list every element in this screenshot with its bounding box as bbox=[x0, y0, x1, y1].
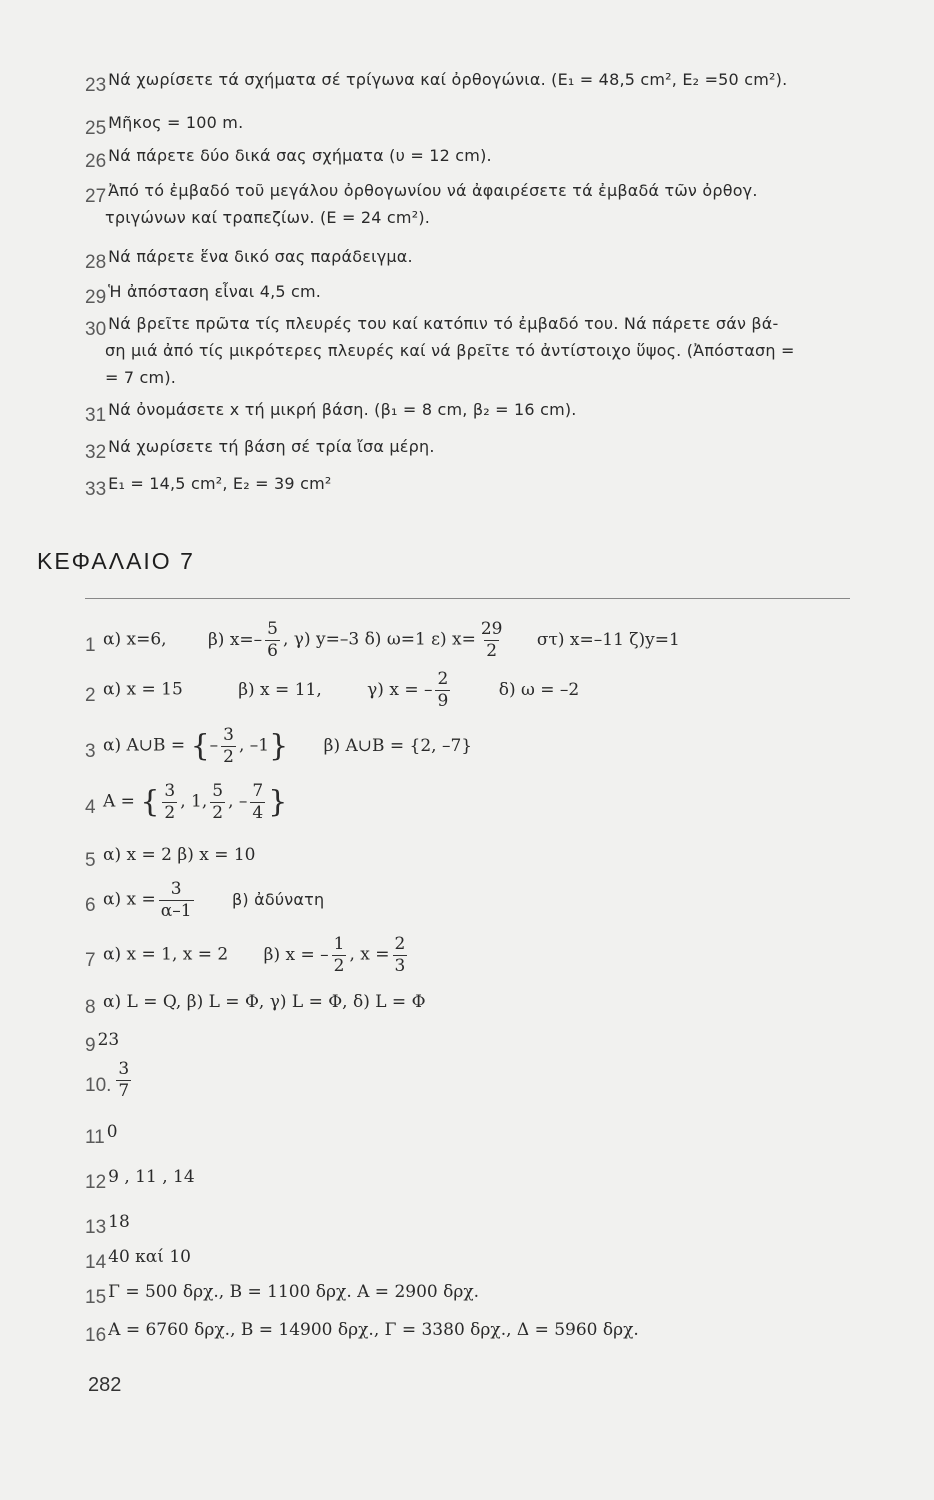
item-number: 31 bbox=[85, 405, 107, 426]
answer-5 bbox=[85, 845, 256, 872]
denominator: 2 bbox=[164, 802, 176, 823]
hint-text: Νά χωρίσετε τή βάση σέ τρία ἴσα μέρη. bbox=[108, 437, 435, 456]
answer-part: α) x = 15 bbox=[102, 679, 183, 700]
answer-15 bbox=[85, 1282, 479, 1309]
item-number: 9 bbox=[85, 1035, 96, 1056]
answer-part: α) x = 1, x = 2 bbox=[102, 944, 229, 965]
left-brace: { bbox=[190, 728, 210, 764]
numerator: 5 bbox=[267, 619, 278, 639]
item-number: 15 bbox=[85, 1287, 107, 1308]
hint-26 bbox=[85, 146, 492, 173]
answer-part: , x = bbox=[349, 944, 390, 965]
item-number: 2 bbox=[85, 684, 96, 706]
answer-part: α) x = bbox=[102, 889, 156, 910]
hint-text: ση μιά ἀπό τίς μικρότερες πλευρές καί νά βρεῖτε τό ἀντίστοιχο ὕψος. (Ἀπόσταση = bbox=[105, 341, 795, 360]
answer-3 bbox=[85, 726, 472, 766]
hint-30 bbox=[85, 314, 779, 341]
hint-25 bbox=[85, 113, 243, 140]
hint-text: Μῆκος = 100 m. bbox=[108, 113, 244, 132]
hint-23 bbox=[85, 70, 787, 97]
right-brace: } bbox=[268, 784, 288, 820]
answer-part: β) x = 11, bbox=[238, 679, 322, 700]
item-number: 32 bbox=[85, 442, 107, 463]
answer-16 bbox=[85, 1320, 639, 1347]
fraction bbox=[162, 782, 177, 822]
answer-9 bbox=[85, 1030, 119, 1057]
denominator: 2 bbox=[212, 802, 224, 823]
item-number: 7 bbox=[85, 949, 96, 971]
answer-text: α) x = 2 β) x = 10 bbox=[102, 845, 256, 865]
answer-text: α) L = Q, β) L = Φ, γ) L = Φ, δ) L = Φ bbox=[102, 992, 426, 1012]
answer-4 bbox=[85, 782, 287, 822]
answer-14 bbox=[85, 1247, 191, 1274]
numerator: 3 bbox=[170, 879, 182, 899]
fraction bbox=[393, 935, 408, 975]
fraction bbox=[116, 1060, 131, 1100]
denominator: α–1 bbox=[160, 900, 192, 921]
hint-27-cont bbox=[85, 208, 430, 228]
hint-text: = 7 cm). bbox=[105, 368, 177, 387]
item-number: 12 bbox=[85, 1172, 107, 1193]
answer-part: , –1 bbox=[239, 735, 270, 756]
hint-text: Ἡ ἀπόσταση εἶναι 4,5 cm. bbox=[108, 282, 322, 301]
hint-33 bbox=[85, 474, 331, 501]
numerator: 3 bbox=[164, 781, 176, 801]
answer-6 bbox=[85, 880, 324, 920]
hint-text: Νά πάρετε δύο δικά σας σχήματα (υ = 12 cm). bbox=[108, 146, 492, 165]
item-number: 8 bbox=[85, 997, 96, 1018]
hint-28 bbox=[85, 247, 413, 274]
numerator: 2 bbox=[437, 669, 449, 689]
answer-2 bbox=[85, 670, 579, 710]
fraction bbox=[210, 782, 225, 822]
answer-part: β) ἀδύνατη bbox=[231, 889, 325, 909]
answer-part: β) A∪B = {2, –7} bbox=[323, 735, 473, 756]
hint-text: Νά ὀνομάσετε x τή μικρή βάση. (β₁ = 8 cm, β₂ = 16 cm). bbox=[108, 400, 577, 419]
answer-11 bbox=[85, 1122, 118, 1149]
answer-part: δ) ω = –2 bbox=[498, 679, 580, 700]
denominator: 4 bbox=[252, 802, 264, 823]
answer-text: 9 , 11 , 14 bbox=[108, 1167, 195, 1187]
numerator: 2 bbox=[394, 934, 406, 954]
numerator: 5 bbox=[212, 781, 224, 801]
answer-part: β) x = – bbox=[263, 944, 329, 965]
answer-part: α) A∪B = bbox=[102, 735, 186, 756]
item-number: 30 bbox=[85, 319, 107, 340]
item-number: 11 bbox=[85, 1127, 105, 1148]
answer-part: β) x=– bbox=[207, 629, 263, 650]
fraction bbox=[265, 620, 280, 660]
answer-13 bbox=[85, 1212, 130, 1239]
hint-text: Νά χωρίσετε τά σχήματα σέ τρίγωνα καί ὀρθογώνια. (E₁ = 48,5 cm², E₂ =50 cm²). bbox=[108, 70, 788, 89]
answer-8 bbox=[85, 992, 426, 1019]
numerator: 3 bbox=[223, 725, 234, 745]
denominator: 3 bbox=[394, 955, 406, 976]
fraction bbox=[332, 935, 347, 975]
hint-27 bbox=[85, 181, 758, 208]
hint-text: Νά βρεῖτε πρῶτα τίς πλευρές του καί κατόπιν τό ἐμβαδό του. Νά πάρετε σάν βά- bbox=[108, 314, 779, 333]
item-number: 3 bbox=[85, 740, 96, 762]
hint-30-cont bbox=[85, 341, 795, 361]
item-number: 16 bbox=[85, 1325, 107, 1346]
answer-text: Γ = 500 δρχ., B = 1100 δρχ. A = 2900 δρχ. bbox=[108, 1282, 480, 1302]
numerator: 1 bbox=[333, 934, 345, 954]
answer-part: A = bbox=[102, 791, 135, 812]
hint-text: τριγώνων καί τραπεζίων. (E = 24 cm²). bbox=[105, 208, 431, 227]
minus-sign: – bbox=[209, 735, 219, 756]
hint-text: Ἀπό τό ἐμβαδό τοῦ μεγάλου ὀρθογωνίου νά ἀφαιρέσετε τά ἐμβαδά τῶν ὀρθογ. bbox=[108, 181, 758, 200]
fraction bbox=[221, 726, 236, 766]
answer-part: , γ) y=–3 δ) ω=1 ε) x= bbox=[283, 629, 476, 650]
answer-text: 23 bbox=[97, 1030, 120, 1050]
item-number: 14 bbox=[85, 1252, 107, 1273]
item-number: 27 bbox=[85, 186, 107, 207]
numerator: 3 bbox=[118, 1059, 130, 1079]
item-number: 23 bbox=[85, 75, 107, 96]
right-brace: } bbox=[269, 728, 289, 764]
denominator: 2 bbox=[486, 640, 498, 661]
divider bbox=[85, 598, 850, 599]
denominator: 2 bbox=[223, 746, 234, 767]
answer-text: A = 6760 δρχ., B = 14900 δρχ., Γ = 3380 δρχ., Δ = 5960 δρχ. bbox=[108, 1320, 639, 1340]
denominator: 2 bbox=[333, 955, 345, 976]
fraction bbox=[250, 782, 265, 822]
answer-text: 0 bbox=[106, 1122, 118, 1142]
fraction bbox=[159, 880, 194, 920]
answer-part: γ) x = – bbox=[367, 679, 433, 700]
hint-32 bbox=[85, 437, 435, 464]
page-number: 282 bbox=[88, 1374, 122, 1396]
fraction bbox=[435, 670, 450, 710]
denominator: 9 bbox=[437, 690, 449, 711]
fraction bbox=[479, 620, 505, 660]
item-number: 25 bbox=[85, 118, 107, 139]
separator: , 1, bbox=[180, 791, 208, 812]
answer-10 bbox=[85, 1060, 134, 1100]
item-number: 13 bbox=[85, 1217, 107, 1238]
answer-7 bbox=[85, 935, 410, 975]
chapter-heading: ΚΕΦΑΛΑΙΟ 7 bbox=[37, 548, 195, 574]
item-number: 6 bbox=[85, 894, 96, 916]
item-number: 33 bbox=[85, 479, 107, 500]
item-number: 10. bbox=[85, 1074, 112, 1096]
answer-12 bbox=[85, 1167, 195, 1194]
item-number: 26 bbox=[85, 151, 107, 172]
hint-text: E₁ = 14,5 cm², E₂ = 39 cm² bbox=[108, 474, 332, 493]
hint-30-cont2 bbox=[85, 368, 176, 388]
answer-text: 40 καί 10 bbox=[108, 1247, 191, 1267]
answer-text: 18 bbox=[108, 1212, 130, 1232]
hint-31 bbox=[85, 400, 577, 427]
denominator: 7 bbox=[118, 1080, 130, 1101]
left-brace: { bbox=[140, 784, 160, 820]
hint-29 bbox=[85, 282, 321, 309]
item-number: 29 bbox=[85, 287, 107, 308]
item-number: 28 bbox=[85, 252, 107, 273]
item-number: 1 bbox=[85, 634, 96, 656]
answer-1 bbox=[85, 620, 680, 660]
numerator: 29 bbox=[480, 619, 503, 639]
numerator: 7 bbox=[252, 781, 264, 801]
hint-text: Νά πάρετε ἕνα δικό σας παράδειγμα. bbox=[108, 247, 413, 266]
answer-part: στ) x=–11 ζ)y=1 bbox=[536, 629, 680, 650]
denominator: 6 bbox=[267, 640, 278, 661]
answer-part: α) x=6, bbox=[102, 629, 167, 650]
item-number: 5 bbox=[85, 850, 96, 871]
separator: , – bbox=[228, 791, 248, 812]
item-number: 4 bbox=[85, 796, 96, 818]
